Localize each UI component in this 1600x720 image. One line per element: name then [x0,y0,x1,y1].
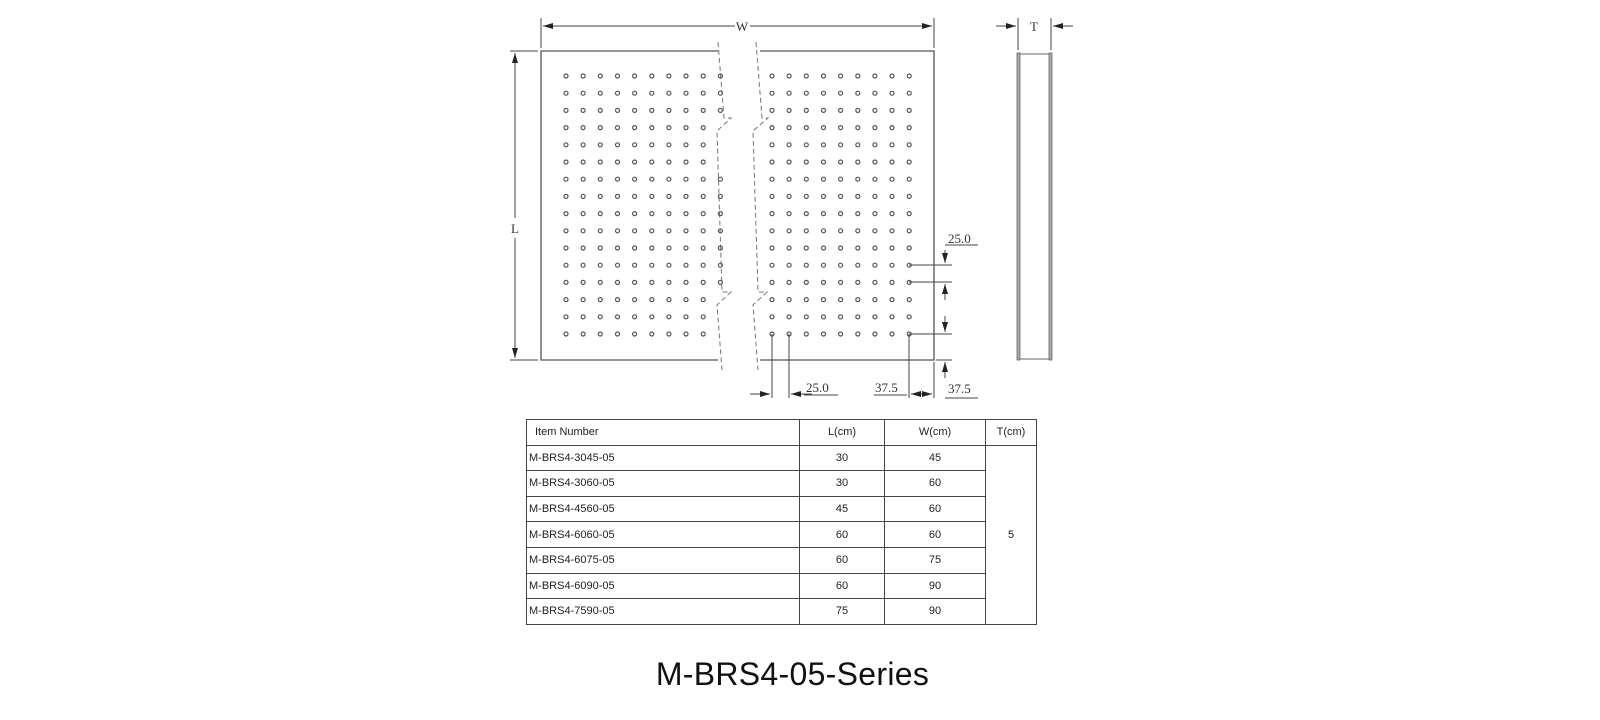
table-row [527,599,1037,625]
item-number-cell: M-BRS4-4560-05 [527,496,800,522]
table-row [527,445,1037,471]
thickness-cell: 5 [986,445,1037,624]
item-number-cell: M-BRS4-6060-05 [527,522,800,548]
width-cell: 60 [885,522,986,548]
series-title: M-BRS4-05-Series [655,656,930,692]
width-cell: 60 [885,496,986,522]
length-cell: 75 [800,599,885,625]
width-cell: 90 [885,599,986,625]
width-cell: 45 [885,445,986,471]
length-cell: 45 [800,496,885,522]
length-cell: 60 [800,573,885,599]
length-cell: 30 [800,471,885,497]
item-number-cell: M-BRS4-6090-05 [527,573,800,599]
width-cell: 75 [885,547,986,573]
header-thickness: T(cm) [986,420,1037,446]
vertical-edge-label: 37.5 [948,381,971,396]
table-row [527,522,1037,548]
width-cell: 90 [885,573,986,599]
vertical-pitch-label: 25.0 [948,231,971,246]
vertical-pitch-dimension [909,245,978,398]
plate-outline [541,51,934,360]
length-dimension [510,51,538,360]
table-row [527,471,1037,497]
item-number-cell: M-BRS4-3045-05 [527,445,800,471]
spec-table [526,419,1037,625]
header-item-number: Item Number [527,420,800,446]
length-cell: 30 [800,445,885,471]
header-length: L(cm) [800,420,885,446]
table-row [527,573,1037,599]
thickness-label: T [1030,19,1038,34]
item-number-cell: M-BRS4-3060-05 [527,471,800,497]
table-row [527,496,1037,522]
length-label: L [511,221,519,236]
width-label: W [735,19,749,34]
horizontal-pitch-dimension [750,334,934,398]
table-row [527,547,1037,573]
table-header-row [527,420,1037,446]
length-cell: 60 [800,522,885,548]
horizontal-edge-label: 37.5 [875,380,898,395]
item-number-cell: M-BRS4-6075-05 [527,547,800,573]
horizontal-pitch-label: 25.0 [806,380,829,395]
hole-grid [564,74,911,336]
header-width: W(cm) [885,420,986,446]
break-lines [717,42,768,370]
side-view [1017,53,1052,360]
width-cell: 60 [885,471,986,497]
item-number-cell: M-BRS4-7590-05 [527,599,800,625]
length-cell: 60 [800,547,885,573]
